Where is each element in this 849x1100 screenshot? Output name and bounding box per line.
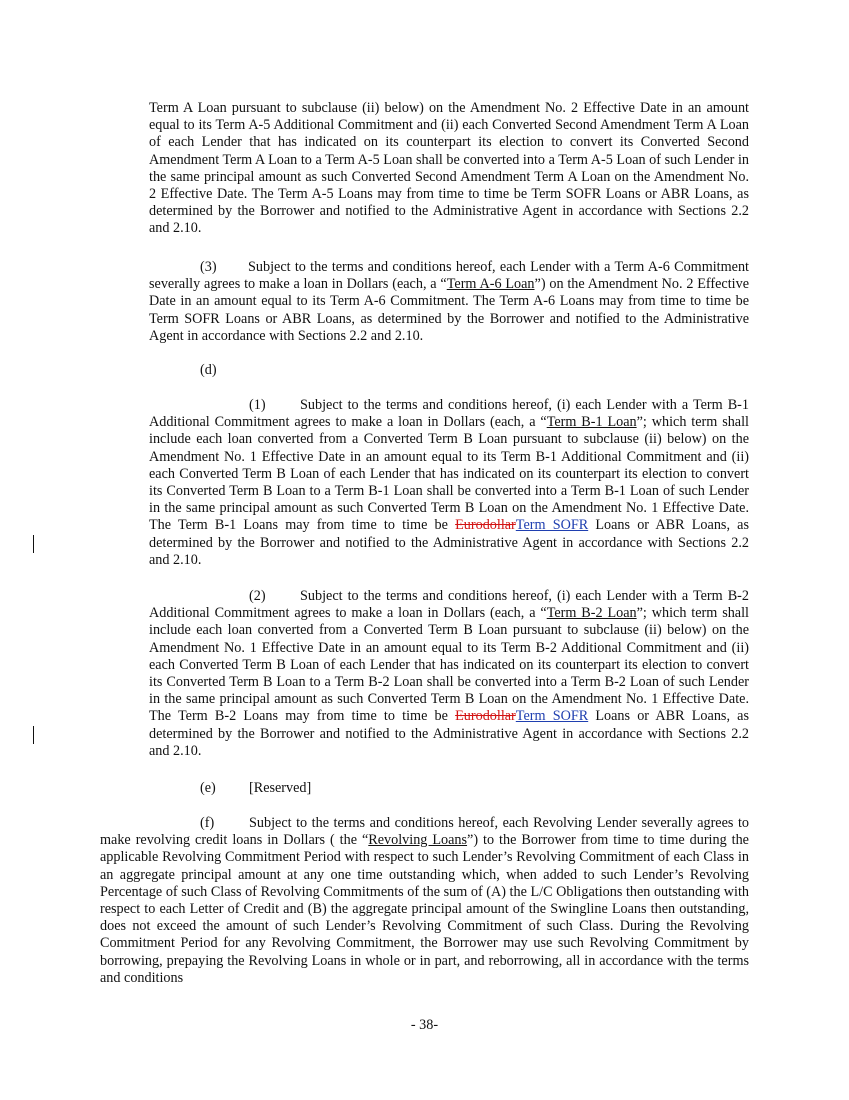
clause-text-pre: Subject to the terms and conditions hereof, each Lender with a Term A-6 Commitment severally agrees to make a loan in Dollars (each, a “	[149, 259, 749, 293]
clause-text-pre: Subject to the terms and conditions hereof, (i) each Lender with a Term B-1 Additional Commitment agrees to make a loan in Dollars (each, a “	[149, 397, 749, 431]
clause-number: (2)	[249, 588, 266, 604]
clause-text-mid: ”; which term shall include each loan converted from a Converted Term B Loan pursuant to subclause (ii) below) on the Amendment No. 1 Effective Date in an amount equal to its Term B-1 Additional Commitment and (ii) each Converted Term B Loan of each Lender that has indicated on its counterpart its election to convert its Converted Term B Loan to a Term B-1 Loan shall be converted into a Term B-1 Loan of such Lender in the same principal amount as such Converted Term B Loan on the Amendment No. 1 Effective Date. The Term B-1 Loans may from time to time be	[149, 414, 749, 534]
paragraph-c2-continuation: Term A Loan pursuant to subclause (ii) below) on the Amendment No. 2 Effective Date in an amount equal to its Term A-5 Additional Commitment and (ii) each Converted Second Amendment Term A Loan of each Lender that has indicated on its counterpart its election to convert its Converted Second Amendment Term A Loan to a Term A-5 Loan shall be converted into a Term A-5 Loan of such Lender in the same principal amount as such Converted Second Amendment Term A Loan on the Amendment No. 2 Effective Date. The Term A-5 Loans may from time to time be Term SOFR Loans or ABR Loans, as determined by the Borrower and notified to the Administrative Agent in accordance with Sections 2.2 and 2.10.	[149, 100, 749, 237]
clause-number: (1)	[249, 397, 266, 413]
clause-text-pre: Subject to the terms and conditions hereof, each Revolving Lender severally agrees to make revolving credit loans in Dollars ( the “	[100, 815, 749, 849]
deleted-text: Eurodollar	[455, 708, 516, 725]
paragraph-d2	[149, 588, 749, 760]
clause-text-post: Loans or ABR Loans, as determined by the Borrower and notified to the Administrative Agent in accordance with Sections 2.2 and 2.10.	[149, 517, 749, 568]
paragraph-f	[100, 815, 749, 987]
defined-term-term-a6-loan: Term A-6 Loan	[446, 276, 535, 293]
clause-number: (3)	[200, 259, 217, 275]
clause-text-post: Loans or ABR Loans, as determined by the Borrower and notified to the Administrative Agent in accordance with Sections 2.2 and 2.10.	[149, 708, 749, 759]
change-bar	[33, 726, 34, 744]
clause-e-number: (e)	[200, 780, 216, 796]
paragraph-d1	[149, 397, 749, 569]
clause-e-text: [Reserved]	[249, 780, 312, 796]
page-number: - 38-	[410, 1017, 439, 1033]
deleted-text: Eurodollar	[455, 517, 516, 534]
clause-text-pre: Subject to the terms and conditions hereof, (i) each Lender with a Term B-2 Additional Commitment agrees to make a loan in Dollars (each, a “	[149, 588, 749, 622]
clause-number: (f)	[200, 815, 215, 831]
defined-term-term-b1-loan: Term B-1 Loan	[546, 414, 637, 431]
clause-text-mid: ”; which term shall include each loan converted from a Converted Term B Loan pursuant to subclause (ii) below) on the Amendment No. 1 Effective Date in an amount equal to its Term B-2 Additional Commitment and (ii) each Converted Term B Loan of each Lender that has indicated on its counterpart its election to convert its Converted Term B Loan to a Term B-2 Loan shall be converted into a Term B-2 Loan of such Lender in the same principal amount as such Converted Term B Loan on the Amendment No. 1 Effective Date. The Term B-2 Loans may from time to time be	[149, 605, 749, 725]
inserted-text: Term SOFR	[515, 708, 589, 725]
defined-term-term-b2-loan: Term B-2 Loan	[546, 605, 637, 622]
change-bar	[33, 535, 34, 553]
clause-text-post: ”) on the Amendment No. 2 Effective Date in an amount equal to its Term A-6 Commitment. The Term A-6 Loans may from time to time be Term SOFR Loans or ABR Loans, as determined by the Borrower and notified to the Administrative Agent in accordance with Sections 2.2 and 2.10.	[149, 276, 749, 344]
paragraph-c3	[149, 259, 749, 345]
inserted-text: Term SOFR	[515, 517, 589, 534]
clause-text-post: ”) to the Borrower from time to time during the applicable Revolving Commitment Period with respect to such Lender’s Revolving Commitment of each Class in an aggregate principal amount at any one time outstanding which, when added to such Lender’s Revolving Percentage of such Class of Revolving Commitments of the sum of (A) the L/C Obligations then outstanding with respect to each Letter of Credit and (B) the aggregate principal amount of the Swingline Loans then outstanding, does not exceed the amount of such Lender’s Revolving Commitment of such Class. During the Revolving Commitment Period for any Revolving Commitment, the Borrower may use such Revolving Commitment by borrowing, prepaying the Revolving Loans in whole or in part, and reborrowing, all in accordance with the terms and conditions	[100, 832, 749, 986]
clause-d-label: (d)	[200, 362, 217, 378]
defined-term-revolving-loans: Revolving Loans	[368, 832, 468, 849]
